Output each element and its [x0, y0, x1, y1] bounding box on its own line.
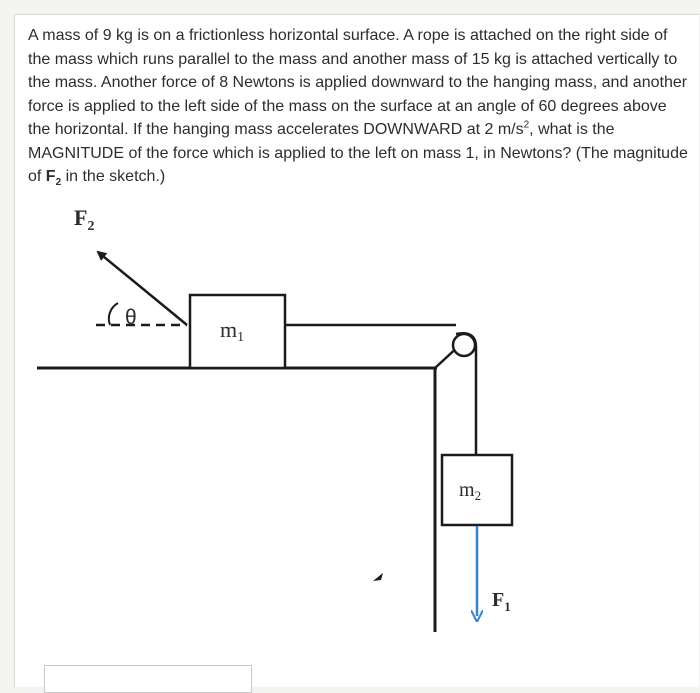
m2-label: $m_2$: [459, 479, 482, 503]
f2-arrow: [98, 252, 187, 325]
answer-input[interactable]: [44, 665, 252, 693]
f2-label: $F_2$: [74, 205, 95, 234]
f1-label: $F_1$: [492, 589, 511, 614]
question-text: A mass of 9 kg is on a frictionless horizontal surface. A rope is attached on the right side of the mass which runs parallel to the mass and another mass of 15 kg is attached vertically to the mass. Another force of 8 Newtons is applied downward to the hanging mass, and another force is applied to the left side of the mass on the surface at an angle of 60 degrees above the horizontal. If the hanging mass accelerates DOWNWARD at 2 $m/s^2$, what is the MAGNITUDE of the force which is applied to the left on mass 1, in Newtons? (The magnitude of $F_2$ in the sketch.): [28, 27, 688, 189]
mouse-cursor-icon: [373, 573, 383, 581]
angle-arc: [109, 303, 118, 325]
theta-label: θ: [125, 306, 137, 329]
m1-label: m1: [220, 317, 245, 345]
superscript: 2: [523, 119, 530, 131]
